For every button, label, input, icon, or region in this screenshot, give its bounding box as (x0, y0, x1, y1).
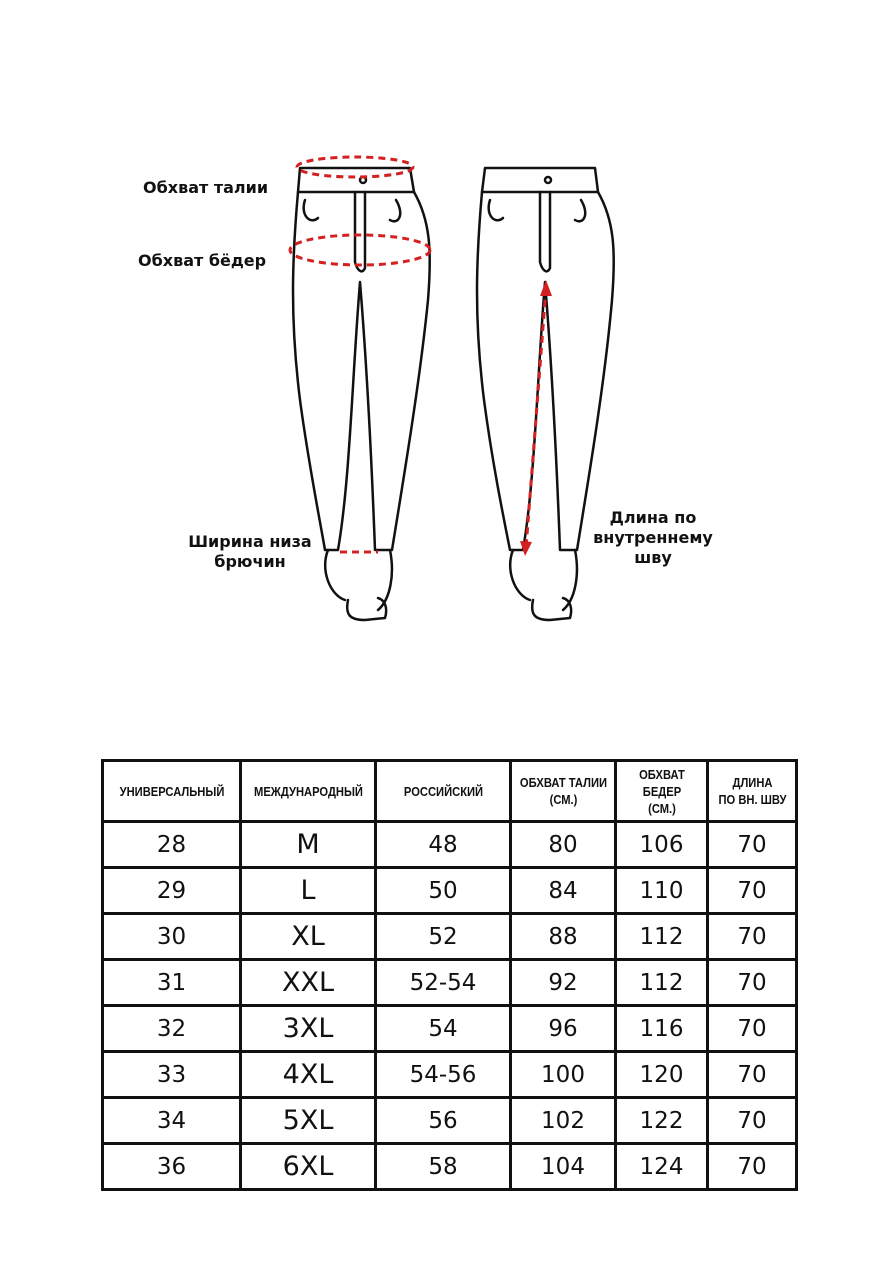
waist-label: Обхват талии (143, 178, 269, 197)
cell-hips: 122 (616, 1098, 708, 1144)
inseam-label-line2: внутреннему (593, 528, 713, 547)
cell-hips: 112 (616, 960, 708, 1006)
cell-universal: 33 (103, 1052, 241, 1098)
cell-russian: 56 (376, 1098, 511, 1144)
table-row (103, 868, 797, 914)
cell-hips: 110 (616, 868, 708, 914)
cell-waist: 88 (511, 914, 616, 960)
hem-label-line1: Ширина низа (188, 532, 312, 551)
cell-hips: 106 (616, 822, 708, 868)
cell-universal: 30 (103, 914, 241, 960)
size-table (101, 759, 798, 1191)
header-universal: УНИВЕРСАЛЬНЫЙ (112, 761, 231, 822)
cell-russian: 54-56 (376, 1052, 511, 1098)
cell-russian: 48 (376, 822, 511, 868)
cell-hips: 124 (616, 1144, 708, 1190)
hips-label: Обхват бёдер (138, 251, 267, 270)
cell-waist: 96 (511, 1006, 616, 1052)
cell-russian: 52-54 (376, 960, 511, 1006)
cell-waist: 100 (511, 1052, 616, 1098)
cell-international: L (241, 868, 376, 914)
cell-hips: 112 (616, 914, 708, 960)
hem-label-line2: брючин (214, 552, 286, 571)
hem-width-label (180, 532, 320, 572)
hips-measure-line (290, 235, 430, 265)
cell-international: M (241, 822, 376, 868)
cell-inseam: 70 (708, 960, 797, 1006)
cell-universal: 32 (103, 1006, 241, 1052)
cell-inseam: 70 (708, 822, 797, 868)
cell-international: XL (241, 914, 376, 960)
cell-waist: 102 (511, 1098, 616, 1144)
table-header-row (103, 761, 797, 822)
inseam-label-line1: Длина по (609, 508, 697, 527)
cell-inseam: 70 (708, 914, 797, 960)
cell-russian: 50 (376, 868, 511, 914)
header-international: МЕЖДУНАРОДНЫЙ (250, 761, 366, 822)
table-row (103, 1144, 797, 1190)
cell-waist: 104 (511, 1144, 616, 1190)
header-inseam: ДЛИНА ПО ВН. ШВУ (714, 761, 791, 822)
inseam-label-line3: шву (634, 548, 672, 567)
cell-universal: 36 (103, 1144, 241, 1190)
cell-russian: 52 (376, 914, 511, 960)
cell-universal: 31 (103, 960, 241, 1006)
inseam-label (588, 508, 718, 568)
table-row (103, 1052, 797, 1098)
cell-russian: 54 (376, 1006, 511, 1052)
cell-inseam: 70 (708, 1052, 797, 1098)
cell-waist: 80 (511, 822, 616, 868)
table-row (103, 1098, 797, 1144)
cell-universal: 29 (103, 868, 241, 914)
table-row (103, 914, 797, 960)
inseam-arrow-bottom-icon (520, 541, 532, 556)
cell-international: 3XL (241, 1006, 376, 1052)
cell-waist: 92 (511, 960, 616, 1006)
cell-waist: 84 (511, 868, 616, 914)
cell-inseam: 70 (708, 868, 797, 914)
cell-international: XXL (241, 960, 376, 1006)
cell-russian: 58 (376, 1144, 511, 1190)
inseam-arrow-top-icon (540, 280, 552, 296)
cell-inseam: 70 (708, 1144, 797, 1190)
table-row (103, 822, 797, 868)
cell-inseam: 70 (708, 1006, 797, 1052)
cell-universal: 28 (103, 822, 241, 868)
cell-hips: 116 (616, 1006, 708, 1052)
cell-international: 5XL (241, 1098, 376, 1144)
header-hips: ОБХВАТ БЕДЕР (СМ.) (622, 761, 701, 822)
header-russian: РОССИЙСКИЙ (385, 761, 501, 822)
cell-hips: 120 (616, 1052, 708, 1098)
cell-universal: 34 (103, 1098, 241, 1144)
table-row (103, 960, 797, 1006)
cell-international: 4XL (241, 1052, 376, 1098)
cell-international: 6XL (241, 1144, 376, 1190)
cell-inseam: 70 (708, 1098, 797, 1144)
header-waist: ОБХВАТ ТАЛИИ (СМ.) (518, 761, 608, 822)
table-row (103, 1006, 797, 1052)
